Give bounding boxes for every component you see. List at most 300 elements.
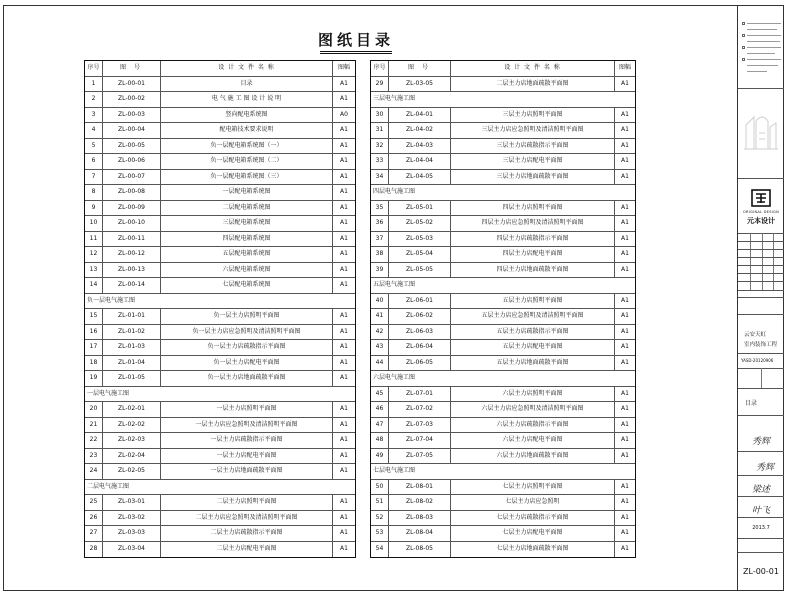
header-drawing-name: 设 计 文 件 名 称 bbox=[451, 61, 615, 76]
drawing-index-table-right bbox=[370, 60, 636, 558]
row-number: 13 bbox=[85, 263, 103, 278]
drawing-number: ZL-00-01 bbox=[743, 567, 779, 576]
signature-design-lead: 秀辉 bbox=[751, 437, 770, 447]
row-number: 26 bbox=[85, 511, 103, 526]
row-number: 11 bbox=[85, 232, 103, 247]
sheet-size: A1 bbox=[340, 451, 348, 459]
row-number: 15 bbox=[85, 309, 103, 324]
table-row bbox=[85, 371, 355, 387]
divider bbox=[738, 290, 784, 291]
row-number: 30 bbox=[371, 108, 389, 123]
row-number: 4 bbox=[85, 123, 103, 138]
row-number: 36 bbox=[371, 216, 389, 231]
divider bbox=[738, 297, 784, 298]
drawing-name: 三层主力店应急照明及清洁照明平面图 bbox=[451, 123, 615, 138]
sheet-size: A1 bbox=[340, 544, 348, 552]
table-row bbox=[85, 108, 355, 124]
drawing-code: ZL-08-02 bbox=[389, 495, 451, 510]
table-row bbox=[371, 216, 635, 232]
drawing-code: ZL-00-04 bbox=[103, 123, 161, 138]
drawing-name: 五层主力店配电平面图 bbox=[451, 340, 615, 355]
sheet-size: A1 bbox=[621, 529, 629, 536]
drawing-code: ZL-04-02 bbox=[389, 123, 451, 138]
row-number: 38 bbox=[371, 247, 389, 262]
section-heading: 一层电气施工图 bbox=[87, 389, 130, 397]
drawing-name: 二层主力店应急照明及清洁照明平面图 bbox=[161, 511, 333, 526]
divider bbox=[738, 475, 784, 476]
row-number: 41 bbox=[371, 309, 389, 324]
divider bbox=[738, 178, 784, 179]
sheet-size: A1 bbox=[340, 374, 348, 381]
sheet-size: A1 bbox=[621, 126, 629, 133]
divider bbox=[738, 538, 784, 539]
title-block bbox=[737, 5, 784, 591]
drawing-code: ZL-01-01 bbox=[103, 309, 161, 324]
drawing-name: 负一层主力店配电平面图 bbox=[161, 356, 333, 371]
table-row bbox=[371, 480, 635, 496]
table-row bbox=[371, 542, 635, 558]
divider bbox=[738, 517, 784, 518]
section-row bbox=[371, 92, 635, 108]
sheet-size: A1 bbox=[621, 436, 629, 443]
drawing-code: ZL-06-02 bbox=[389, 309, 451, 324]
row-number: 6 bbox=[85, 154, 103, 169]
drawing-name: 负一层主力店照明平面图 bbox=[161, 309, 333, 324]
drawing-code: ZL-02-05 bbox=[103, 464, 161, 479]
drawing-name: 一层主力店照明平面图 bbox=[161, 402, 333, 417]
row-number: 5 bbox=[85, 139, 103, 154]
drawing-code: ZL-00-10 bbox=[103, 216, 161, 231]
sheet-size: A1 bbox=[340, 467, 348, 474]
row-number: 8 bbox=[85, 185, 103, 200]
header-drawing-code: 图 号 bbox=[389, 61, 451, 76]
row-number: 10 bbox=[85, 216, 103, 231]
table-row bbox=[371, 309, 635, 325]
row-number: 31 bbox=[371, 123, 389, 138]
drawing-code: ZL-05-05 bbox=[389, 263, 451, 278]
drawing-name: 负一层配电箱系统图（三） bbox=[161, 170, 333, 185]
drawing-name: 二层主力店地面疏散平面图 bbox=[451, 77, 615, 92]
drawing-code: ZL-07-05 bbox=[389, 449, 451, 464]
drawing-name: 六层主力店地面疏散平面图 bbox=[451, 449, 615, 464]
drawing-name: 六层主力店疏散指示平面图 bbox=[451, 418, 615, 433]
row-number: 35 bbox=[371, 201, 389, 216]
table-row bbox=[371, 402, 635, 418]
row-number: 44 bbox=[371, 356, 389, 371]
drawing-code: ZL-00-12 bbox=[103, 247, 161, 262]
drawing-name: 负一层配电箱系统图（二） bbox=[161, 154, 333, 169]
table-header-row bbox=[85, 61, 355, 77]
header-drawing-code: 图 号 bbox=[103, 61, 161, 76]
drawing-name: 四层主力店配电平面图 bbox=[451, 247, 615, 262]
row-number: 37 bbox=[371, 232, 389, 247]
drawing-name: 二层主力店照明平面图 bbox=[161, 495, 333, 510]
drawing-code: ZL-05-02 bbox=[389, 216, 451, 231]
drawing-code: ZL-06-05 bbox=[389, 356, 451, 371]
sheet-size: A1 bbox=[621, 110, 629, 118]
sheet-size: A1 bbox=[340, 79, 348, 87]
table-row bbox=[85, 278, 355, 294]
divider bbox=[738, 451, 784, 452]
table-row bbox=[85, 464, 355, 480]
drawing-name: 七层主力店配电平面图 bbox=[451, 526, 615, 541]
sheet-size: A1 bbox=[340, 126, 348, 133]
sheet-size: A1 bbox=[340, 498, 348, 505]
project-name-line2: 室内装饰工程 bbox=[744, 342, 778, 348]
sheet-size: A1 bbox=[340, 203, 348, 211]
logo-chinese-text: 元本设计 bbox=[747, 217, 775, 225]
header-drawing-name: 设 计 文 件 名 称 bbox=[161, 61, 333, 76]
row-number: 54 bbox=[371, 542, 389, 558]
section-heading: 五层电气施工图 bbox=[373, 281, 416, 288]
sheet-size: A1 bbox=[621, 358, 629, 366]
row-number: 25 bbox=[85, 495, 103, 510]
drawing-name: 三层主力店疏散指示平面图 bbox=[451, 139, 615, 154]
title-underline bbox=[320, 51, 392, 52]
table-row bbox=[371, 495, 635, 511]
drawing-code: ZL-00-06 bbox=[103, 154, 161, 169]
drawing-code: ZL-03-02 bbox=[103, 511, 161, 526]
divider bbox=[738, 415, 784, 416]
table-row bbox=[371, 433, 635, 449]
drawing-code: ZL-00-14 bbox=[103, 278, 161, 293]
table-row bbox=[371, 77, 635, 93]
drawing-name: 二层配电箱系统图 bbox=[161, 201, 333, 216]
drawing-code: ZL-04-01 bbox=[389, 108, 451, 123]
row-number: 27 bbox=[85, 526, 103, 541]
row-number: 14 bbox=[85, 278, 103, 293]
sheet-size: A1 bbox=[621, 157, 629, 164]
sheet-size: A1 bbox=[340, 141, 348, 149]
sheet-size: A1 bbox=[621, 482, 629, 490]
row-number: 23 bbox=[85, 449, 103, 464]
row-number: 29 bbox=[371, 77, 389, 92]
drawing-code: ZL-07-03 bbox=[389, 418, 451, 433]
table-row bbox=[85, 185, 355, 201]
drawing-name: 负一层主力店疏散指示平面图 bbox=[161, 340, 333, 355]
table-row bbox=[371, 511, 635, 527]
table-row bbox=[371, 449, 635, 465]
drawing-name: 六层主力店照明平面图 bbox=[451, 387, 615, 402]
table-row bbox=[85, 325, 355, 341]
drawing-code: ZL-05-04 bbox=[389, 247, 451, 262]
section-heading: 四层电气施工图 bbox=[373, 188, 416, 195]
drawing-name: 三层主力店配电平面图 bbox=[451, 154, 615, 169]
divider bbox=[738, 233, 784, 234]
table-row bbox=[85, 170, 355, 186]
section-heading: 六层电气施工图 bbox=[373, 374, 416, 381]
drawing-name: 负一层主力店地面疏散平面图 bbox=[161, 371, 333, 386]
drawing-name: 负一层主力店应急照明及清洁照明平面图 bbox=[161, 325, 333, 340]
sheet-size: A1 bbox=[340, 405, 348, 412]
sheet-size: A1 bbox=[621, 389, 629, 397]
drawing-code: ZL-03-05 bbox=[389, 77, 451, 92]
drawing-code: ZL-00-08 bbox=[103, 185, 161, 200]
signature-project-lead: 秀辉 bbox=[755, 463, 774, 473]
table-row bbox=[371, 123, 635, 139]
table-row bbox=[85, 139, 355, 155]
sheet-size: A1 bbox=[621, 327, 629, 335]
sheet-size: A1 bbox=[340, 281, 348, 288]
table-row bbox=[371, 263, 635, 279]
sheet-size: A1 bbox=[621, 219, 629, 226]
table-row bbox=[371, 526, 635, 542]
divider bbox=[738, 388, 784, 389]
sheet-size: A1 bbox=[340, 157, 348, 164]
drawing-name: 一层配电箱系统图 bbox=[161, 185, 333, 200]
drawing-name: 六层配电箱系统图 bbox=[161, 263, 333, 278]
section-heading: 七层电气施工图 bbox=[373, 467, 416, 474]
drawing-name: 七层主力店地面疏散平面图 bbox=[451, 542, 615, 558]
row-number: 7 bbox=[85, 170, 103, 185]
title-underline bbox=[320, 53, 392, 54]
sheet-size: A1 bbox=[340, 513, 348, 521]
sheet-size: A1 bbox=[621, 498, 629, 505]
row-number: 22 bbox=[85, 433, 103, 448]
project-code: YASD-20120906 bbox=[741, 358, 774, 363]
drawing-code: ZL-04-04 bbox=[389, 154, 451, 169]
header-row-number: 序号 bbox=[371, 61, 389, 76]
sheet-size: A1 bbox=[621, 265, 629, 273]
table-row bbox=[85, 77, 355, 93]
table-row bbox=[85, 511, 355, 527]
sheet-size: A1 bbox=[621, 203, 629, 211]
table-header-row bbox=[371, 61, 635, 77]
drawing-code: ZL-02-02 bbox=[103, 418, 161, 433]
row-number: 49 bbox=[371, 449, 389, 464]
section-heading: 负一层电气施工图 bbox=[87, 296, 136, 304]
section-heading: 三层电气施工图 bbox=[373, 95, 416, 102]
sheet-size: A1 bbox=[340, 265, 348, 273]
section-row bbox=[85, 480, 355, 496]
drawing-name: 三层主力店地面疏散平面图 bbox=[451, 170, 615, 185]
section-row bbox=[85, 387, 355, 403]
table-row bbox=[85, 309, 355, 325]
drawing-code: ZL-05-01 bbox=[389, 201, 451, 216]
row-number: 39 bbox=[371, 263, 389, 278]
sheet-size: A1 bbox=[621, 234, 629, 242]
drawing-name: 电 气 施 工 图 设 计 说 明 bbox=[161, 92, 333, 107]
drawing-code: ZL-02-04 bbox=[103, 449, 161, 464]
drawing-name: 四层主力店地面疏散平面图 bbox=[451, 263, 615, 278]
drawing-code: ZL-00-02 bbox=[103, 92, 161, 107]
drawing-name: 一层主力店应急照明及清洁照明平面图 bbox=[161, 418, 333, 433]
table-row bbox=[371, 170, 635, 186]
divider bbox=[738, 88, 784, 89]
drawing-code: ZL-07-04 bbox=[389, 433, 451, 448]
drawing-code: ZL-03-01 bbox=[103, 495, 161, 510]
drawing-code: ZL-08-04 bbox=[389, 526, 451, 541]
sheet-size: A1 bbox=[340, 436, 348, 443]
drawing-code: ZL-00-11 bbox=[103, 232, 161, 247]
drawing-code: ZL-07-01 bbox=[389, 387, 451, 402]
table-row bbox=[371, 201, 635, 217]
table-row bbox=[371, 232, 635, 248]
logo-icon bbox=[751, 189, 771, 207]
divider bbox=[738, 496, 784, 497]
drawing-name: 四层主力店应急照明及清洁照明平面图 bbox=[451, 216, 615, 231]
drawing-name: 七层主力店疏散指示平面图 bbox=[451, 511, 615, 526]
drawing-code: ZL-04-03 bbox=[389, 139, 451, 154]
table-row bbox=[371, 139, 635, 155]
sheet-size: A1 bbox=[340, 358, 348, 366]
table-row bbox=[371, 418, 635, 434]
section-row bbox=[371, 278, 635, 294]
table-row bbox=[371, 247, 635, 263]
drawing-code: ZL-00-13 bbox=[103, 263, 161, 278]
drawing-code: ZL-00-05 bbox=[103, 139, 161, 154]
divider bbox=[738, 552, 784, 553]
table-row bbox=[85, 123, 355, 139]
table-row bbox=[85, 433, 355, 449]
drawing-name: 二层主力店配电平面图 bbox=[161, 542, 333, 558]
sheet-size: A1 bbox=[621, 405, 629, 412]
table-row bbox=[371, 387, 635, 403]
drawing-name: 七层主力店应急照明 bbox=[451, 495, 615, 510]
table-row bbox=[85, 232, 355, 248]
drawing-code: ZL-02-03 bbox=[103, 433, 161, 448]
sheet-size: A1 bbox=[621, 343, 629, 350]
drawing-code: ZL-07-02 bbox=[389, 402, 451, 417]
table-row bbox=[371, 294, 635, 310]
row-number: 18 bbox=[85, 356, 103, 371]
drawing-name: 负一层配电箱系统图（一） bbox=[161, 139, 333, 154]
drawing-name: 五层主力店地面疏散平面图 bbox=[451, 356, 615, 371]
drawing-code: ZL-06-04 bbox=[389, 340, 451, 355]
sheet-size: A1 bbox=[340, 95, 348, 102]
drawing-code: ZL-01-05 bbox=[103, 371, 161, 386]
section-row bbox=[371, 464, 635, 480]
row-number: 9 bbox=[85, 201, 103, 216]
table-row bbox=[85, 263, 355, 279]
drawing-name: 四层配电箱系统图 bbox=[161, 232, 333, 247]
drawing-name: 五层配电箱系统图 bbox=[161, 247, 333, 262]
divider bbox=[738, 353, 784, 354]
sheet-title: 目录 bbox=[745, 400, 758, 407]
table-row bbox=[85, 402, 355, 418]
row-number: 32 bbox=[371, 139, 389, 154]
sheet-size: A1 bbox=[340, 420, 348, 428]
row-number: 40 bbox=[371, 294, 389, 309]
row-number: 45 bbox=[371, 387, 389, 402]
drawing-code: ZL-04-05 bbox=[389, 170, 451, 185]
table-row bbox=[85, 154, 355, 170]
sheet-size: A1 bbox=[621, 141, 629, 149]
drawing-code: ZL-01-02 bbox=[103, 325, 161, 340]
sheet-size: A1 bbox=[621, 544, 629, 552]
drawing-code: ZL-06-03 bbox=[389, 325, 451, 340]
drawing-code: ZL-08-05 bbox=[389, 542, 451, 558]
section-row bbox=[371, 185, 635, 201]
sheet-size: A1 bbox=[340, 327, 348, 335]
drawing-code: ZL-02-01 bbox=[103, 402, 161, 417]
sheet-size: A1 bbox=[340, 172, 348, 180]
row-number: 52 bbox=[371, 511, 389, 526]
drawing-name: 五层主力店应急照明及清洁照明平面图 bbox=[451, 309, 615, 324]
row-number: 42 bbox=[371, 325, 389, 340]
row-number: 2 bbox=[85, 92, 103, 107]
row-number: 43 bbox=[371, 340, 389, 355]
row-number: 53 bbox=[371, 526, 389, 541]
table-row bbox=[371, 340, 635, 356]
signature-checker: 梁述 bbox=[751, 485, 770, 495]
drawing-code: ZL-00-07 bbox=[103, 170, 161, 185]
drawing-code: ZL-01-03 bbox=[103, 340, 161, 355]
table-row bbox=[85, 216, 355, 232]
building-sketch-icon bbox=[742, 103, 780, 153]
table-row bbox=[371, 325, 635, 341]
sheet-size: A1 bbox=[621, 296, 629, 304]
sheet-size: A1 bbox=[621, 250, 629, 257]
section-row bbox=[85, 294, 355, 310]
drawing-name: 二层主力店疏散指示平面图 bbox=[161, 526, 333, 541]
drawing-name: 六层主力店应急照明及清洁照明平面图 bbox=[451, 402, 615, 417]
drawing-name: 五层主力店照明平面图 bbox=[451, 294, 615, 309]
sheet-size: A1 bbox=[340, 219, 348, 226]
drawing-index-table-left bbox=[84, 60, 356, 558]
drawing-name: 四层主力店照明平面图 bbox=[451, 201, 615, 216]
sheet-size: A1 bbox=[621, 451, 629, 459]
row-number: 24 bbox=[85, 464, 103, 479]
sheet-size: A1 bbox=[340, 250, 348, 257]
drawing-code: ZL-08-01 bbox=[389, 480, 451, 495]
drawing-name: 三层主力店照明平面图 bbox=[451, 108, 615, 123]
sheet-size: A1 bbox=[340, 188, 348, 195]
row-number: 12 bbox=[85, 247, 103, 262]
drawing-name: 配电箱技术要求说明 bbox=[161, 123, 333, 138]
table-row bbox=[85, 495, 355, 511]
row-number: 20 bbox=[85, 402, 103, 417]
drawing-name: 竖向配电系统图 bbox=[161, 108, 333, 123]
row-number: 28 bbox=[85, 542, 103, 558]
sheet-size: A1 bbox=[621, 172, 629, 180]
sheet-size: A1 bbox=[621, 312, 629, 319]
row-number: 33 bbox=[371, 154, 389, 169]
table-row bbox=[85, 449, 355, 465]
row-number: 16 bbox=[85, 325, 103, 340]
drawing-name: 五层主力店疏散指示平面图 bbox=[451, 325, 615, 340]
sheet-size: A1 bbox=[621, 513, 629, 521]
section-row bbox=[371, 371, 635, 387]
sheet-size: A1 bbox=[621, 420, 629, 428]
row-number: 21 bbox=[85, 418, 103, 433]
drawing-name: 七层主力店照明平面图 bbox=[451, 480, 615, 495]
table-row bbox=[371, 154, 635, 170]
drawing-code: ZL-08-03 bbox=[389, 511, 451, 526]
sheet-size: A1 bbox=[340, 234, 348, 242]
drawing-code: ZL-00-03 bbox=[103, 108, 161, 123]
drawing-name: 一层主力店配电平面图 bbox=[161, 449, 333, 464]
section-heading: 二层电气施工图 bbox=[87, 482, 130, 490]
row-number: 47 bbox=[371, 418, 389, 433]
row-number: 48 bbox=[371, 433, 389, 448]
signature-designer: 叶飞 bbox=[751, 506, 770, 516]
drawing-name: 一层主力店疏散指示平面图 bbox=[161, 433, 333, 448]
page-title: 图纸目录 bbox=[317, 31, 394, 49]
issue-date: 2013.7 bbox=[752, 525, 770, 531]
table-row bbox=[85, 92, 355, 108]
table-row bbox=[85, 542, 355, 558]
table-row bbox=[85, 526, 355, 542]
table-row bbox=[85, 247, 355, 263]
row-number: 17 bbox=[85, 340, 103, 355]
drawing-code: ZL-05-03 bbox=[389, 232, 451, 247]
table-row bbox=[371, 108, 635, 124]
sheet-size: A0 bbox=[340, 110, 348, 118]
row-number: 50 bbox=[371, 480, 389, 495]
project-name-line1: 云安天虹 bbox=[744, 332, 767, 338]
row-number: 3 bbox=[85, 108, 103, 123]
